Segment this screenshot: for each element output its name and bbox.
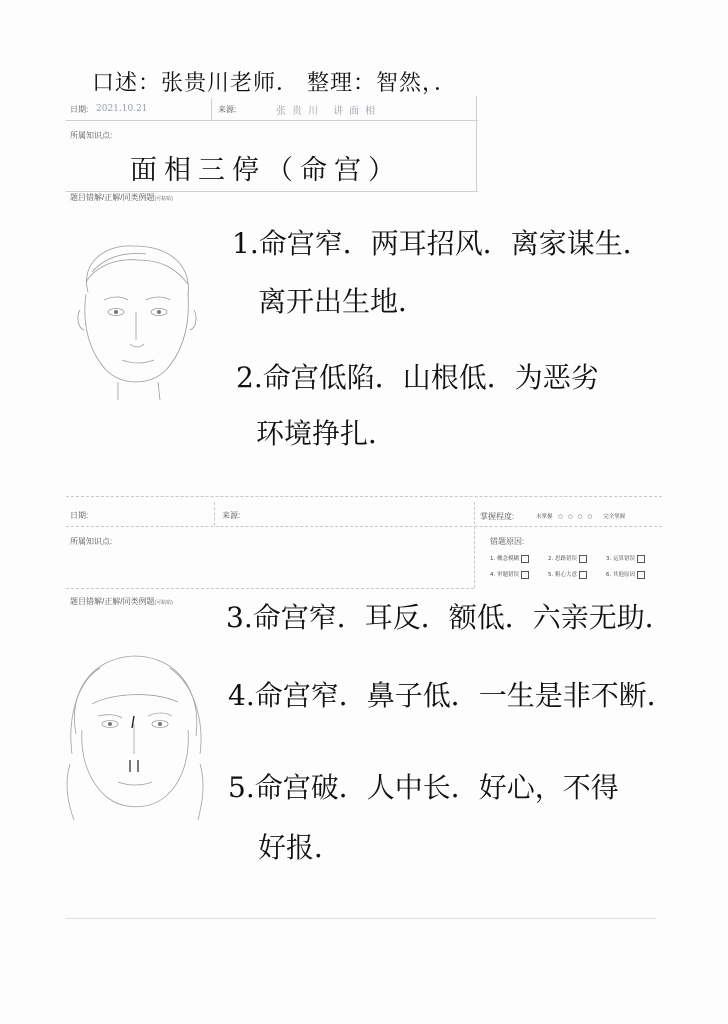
note-3: 3.命宫窄．耳反．额低．六亲无助． xyxy=(226,601,673,634)
reason-5[interactable]: 5. 粗心大意 xyxy=(548,570,587,579)
note-2: 2.命宫低陷．山根低．为恶劣 xyxy=(236,361,599,394)
examples-label-2: 题目错解/正解/同类例题(可粘贴) xyxy=(70,597,173,606)
source-label: 来源: xyxy=(218,105,237,114)
reason-4[interactable]: 4. 审题错误 xyxy=(490,570,529,579)
source-value: 张贵川 讲面相 xyxy=(276,106,382,117)
face-sketch-2 xyxy=(60,644,210,824)
note-1-cont: 离开出生地． xyxy=(258,285,427,318)
note-4: 4.命宫窄．鼻子低．一生是非不断． xyxy=(228,679,675,712)
bottom-rule xyxy=(66,918,656,919)
attribution: 口述：张贵川老师． 整理：智然，． xyxy=(92,71,457,96)
reason-6[interactable]: 6. 其他原因 xyxy=(606,570,645,579)
reason-2[interactable]: 2. 思路错误 xyxy=(548,554,587,563)
card-2 xyxy=(66,500,662,590)
topic-value: 面相三停（命宫） xyxy=(130,155,402,186)
error-reason-label: 错题原因: xyxy=(490,537,525,546)
note-2-cont: 环境挣扎． xyxy=(256,417,397,450)
face-sketch-1 xyxy=(66,232,206,402)
topic-label: 所属知识点: xyxy=(70,131,113,140)
date-label-2: 日期: xyxy=(70,511,89,520)
mastery-scale: 未掌握 ○○○○ 完全掌握 xyxy=(536,514,626,520)
topic-label-2: 所属知识点: xyxy=(70,537,113,546)
note-1: 1.命宫窄．两耳招风．离家谋生． xyxy=(232,227,651,260)
separator-1 xyxy=(66,496,662,497)
card-1 xyxy=(66,96,478,192)
source-label-2: 来源: xyxy=(222,511,241,520)
mastery-label: 掌握程度: xyxy=(480,512,515,521)
date-label: 日期: xyxy=(70,105,89,114)
reason-1[interactable]: 1. 概念模糊 xyxy=(490,554,529,563)
note-5-cont: 好报． xyxy=(258,831,343,864)
examples-label-1: 题目错解/正解/同类例题(可粘贴) xyxy=(70,193,173,202)
reason-3[interactable]: 3. 运算错误 xyxy=(606,554,645,563)
date-value: 2021.10.21 xyxy=(96,104,148,114)
note-5: 5.命宫破．人中长．好心，不得 xyxy=(228,771,619,804)
